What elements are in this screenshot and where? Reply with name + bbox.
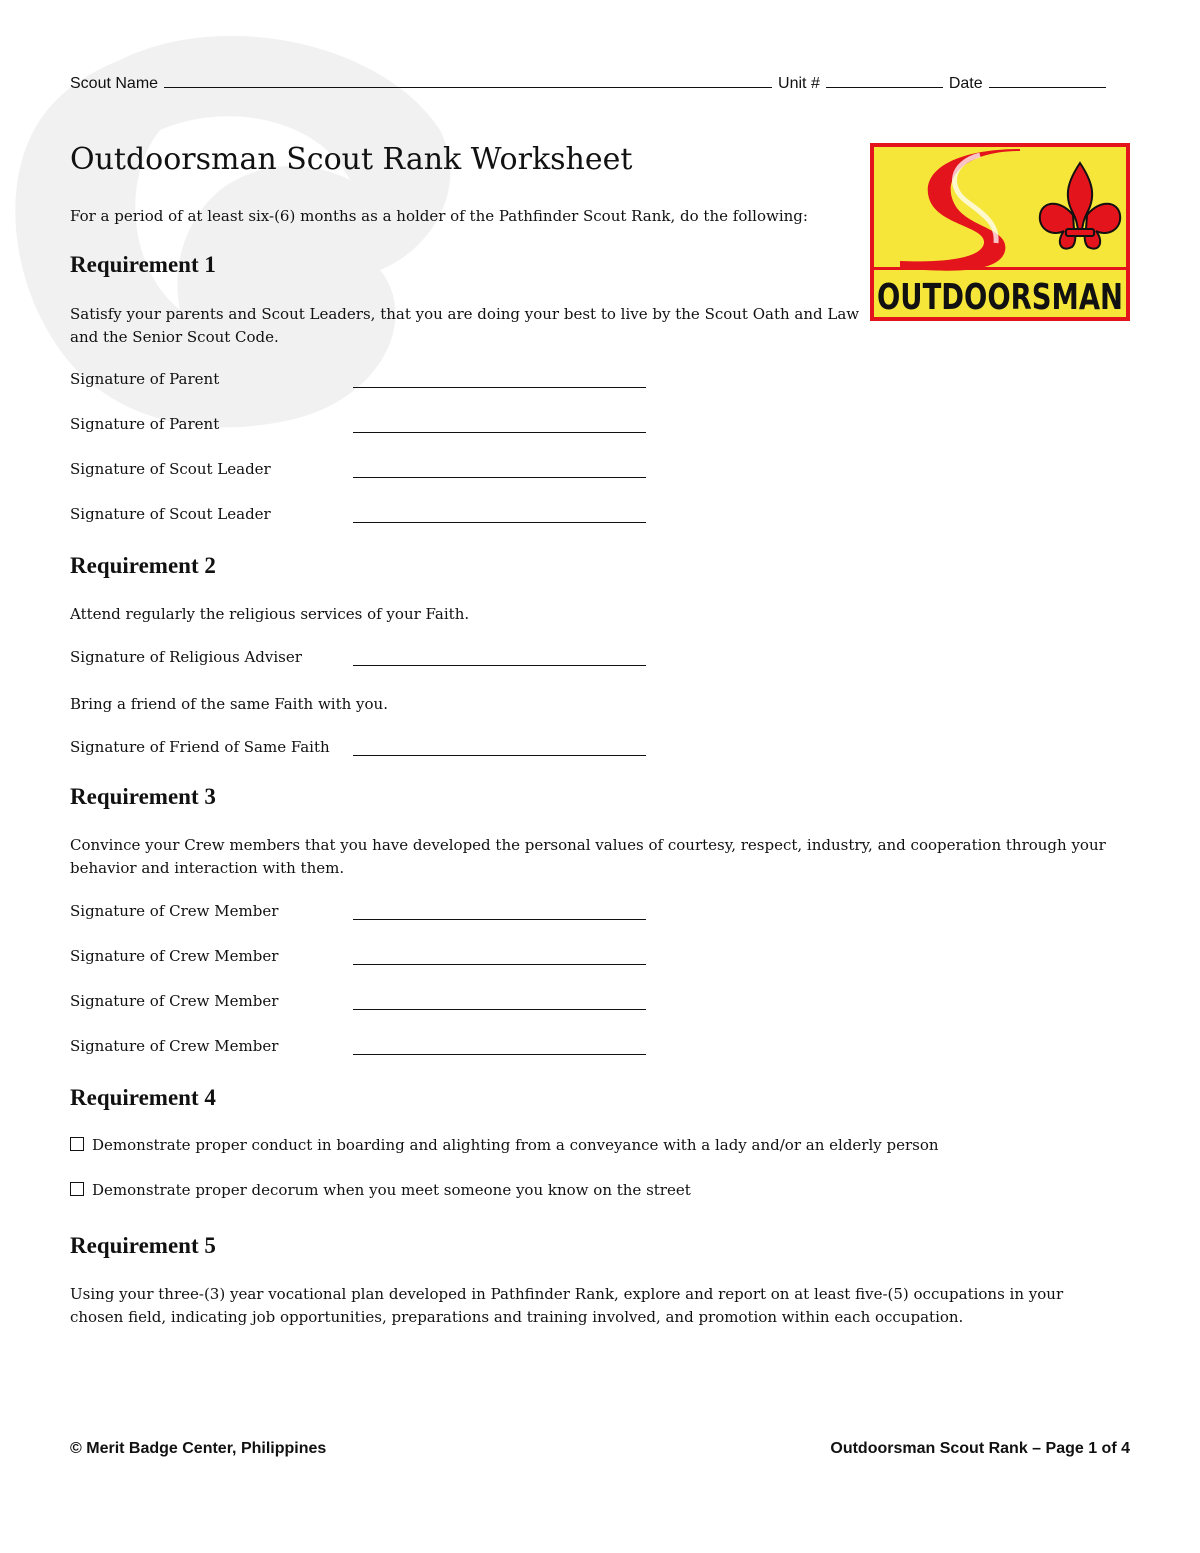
- requirement-4-heading: Requirement 4: [70, 1085, 216, 1110]
- signature-line[interactable]: [353, 522, 646, 523]
- footer-page-number: Outdoorsman Scout Rank – Page 1 of 4: [830, 1440, 1130, 1457]
- signature-label: Signature of Crew Member: [70, 947, 279, 965]
- signature-line[interactable]: [353, 1054, 646, 1055]
- requirement-2-heading: Requirement 2: [70, 553, 216, 578]
- requirement-5-text: Using your three-(3) year vocational plan developed in Pathfinder Rank, explore and report on at least five-(5) occupations in your chosen field, indicating job opportunities, preparations and training involved, and promotion within each occupation.: [70, 1285, 1064, 1326]
- scout-name-label: Scout Name: [70, 75, 159, 92]
- signature-label: Signature of Parent: [70, 415, 220, 433]
- checklist-item: [70, 1136, 939, 1154]
- signature-line[interactable]: [353, 665, 646, 666]
- intro-text: For a period of at least six-(6) months as a holder of the Pathfinder Scout Rank, do the following:: [70, 207, 808, 225]
- signature-label: Signature of Parent: [70, 370, 220, 388]
- requirement-5-heading: Requirement 5: [70, 1233, 216, 1258]
- requirement-3-text: Convince your Crew members that you have developed the personal values of courtesy, respect, industry, and cooperation through your behavior and interaction with them.: [70, 836, 1106, 877]
- unit-field[interactable]: [826, 70, 943, 88]
- signature-row: [70, 1037, 650, 1059]
- signature-row: [70, 947, 650, 969]
- signature-label: Signature of Scout Leader: [70, 460, 271, 478]
- logo-text: OUTDOORSMAN: [877, 277, 1123, 318]
- signature-line[interactable]: [353, 387, 646, 388]
- signature-row: [70, 992, 650, 1014]
- signature-line[interactable]: [353, 964, 646, 965]
- scout-name-field[interactable]: [164, 70, 772, 88]
- signature-label: Signature of Crew Member: [70, 992, 279, 1010]
- requirement-2-text-2: Bring a friend of the same Faith with you.: [70, 695, 388, 713]
- date-label: Date: [948, 75, 983, 92]
- signature-row: [70, 370, 650, 392]
- signature-label: Signature of Crew Member: [70, 902, 279, 920]
- unit-label: Unit #: [778, 75, 820, 92]
- date-field[interactable]: [989, 70, 1106, 88]
- signature-row: [70, 415, 650, 437]
- signature-line[interactable]: [353, 755, 646, 756]
- requirement-1-text: Satisfy your parents and Scout Leaders, that you are doing your best to live by the Scout Oath and Law and the Senior Scout Code.: [70, 305, 860, 346]
- signature-line[interactable]: [353, 919, 646, 920]
- checklist-item: [70, 1181, 691, 1199]
- signature-label: Signature of Scout Leader: [70, 505, 271, 523]
- signature-row: [70, 505, 650, 527]
- signature-line[interactable]: [353, 432, 646, 433]
- footer-copyright: © Merit Badge Center, Philippines: [70, 1440, 327, 1457]
- checklist-text: Demonstrate proper conduct in boarding and alighting from a conveyance with a lady and/or an elderly person: [92, 1136, 939, 1154]
- signature-label: Signature of Religious Adviser: [70, 648, 302, 666]
- signature-row: [70, 738, 650, 760]
- page-title: Outdoorsman Scout Rank Worksheet: [70, 142, 633, 177]
- requirement-3-heading: Requirement 3: [70, 784, 216, 809]
- outdoorsman-logo: [870, 143, 1130, 321]
- signature-row: [70, 460, 650, 482]
- checkbox[interactable]: [70, 1182, 84, 1196]
- signature-label: Signature of Crew Member: [70, 1037, 279, 1055]
- signature-row: [70, 902, 650, 924]
- requirement-1-heading: Requirement 1: [70, 252, 216, 277]
- header-fields: [70, 70, 1120, 93]
- signature-line[interactable]: [353, 477, 646, 478]
- checkbox[interactable]: [70, 1137, 84, 1151]
- checklist-text: Demonstrate proper decorum when you meet someone you know on the street: [92, 1181, 691, 1199]
- requirement-2-text: Attend regularly the religious services of your Faith.: [70, 605, 470, 623]
- signature-label: Signature of Friend of Same Faith: [70, 738, 330, 756]
- signature-line[interactable]: [353, 1009, 646, 1010]
- signature-row: [70, 648, 650, 670]
